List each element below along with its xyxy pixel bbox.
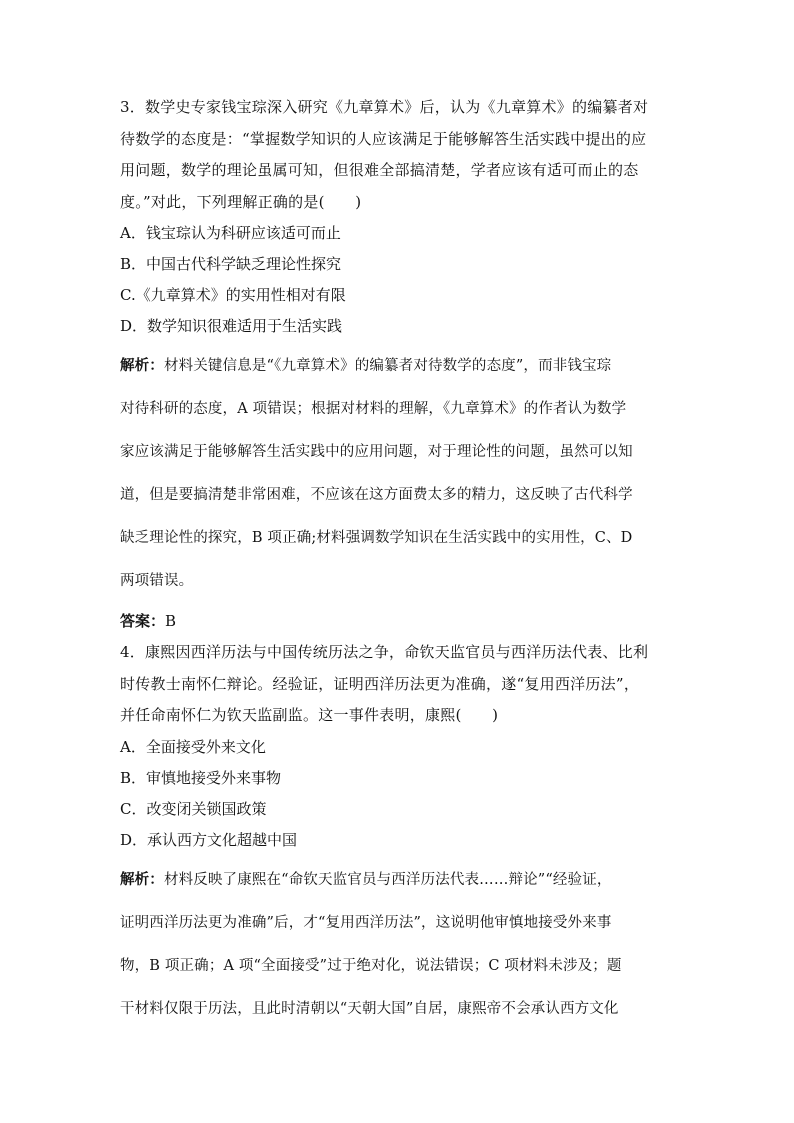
question-4	[120, 637, 676, 1031]
question-3-option-d: D．数学知识很难适用于生活实践	[120, 317, 343, 335]
question-3-analysis-line: 对待科研的态度，A 项错误；根据对材料的理解，《九章算术》的作者认为数学	[120, 401, 627, 417]
question-4-option-c: C．改变闭关锁国政策	[120, 799, 267, 818]
question-4-option-b: B．审慎地接受外来事物	[120, 768, 282, 787]
question-4-analysis-line: 物，B 项正确；A 项“全面接受”过于绝对化，说法错误；C 项材料未涉及；题	[120, 957, 622, 974]
question-3-analysis-line: 家应该满足于能够解答生活实践中的应用问题，对于理论性的问题，虽然可以知	[120, 444, 633, 460]
question-3-stem-line: 待数学的态度是：“掌握数学知识的人应该满足于能够解答生活实践中提出的应	[120, 129, 647, 148]
question-3-stem-line: 用问题，数学的理论虽属可知，但很难全部搞清楚，学者应该有适可而止的态	[120, 161, 639, 179]
question-4-analysis-text: 材料反映了康熙在“命钦天监官员与西洋历法代表……辩论”“经验证，	[163, 871, 612, 888]
question-3-analysis-line: 两项错误。	[120, 573, 194, 589]
question-4-analysis-line: 干材料仅限于历法，且此时清朝以“天朝大国”自居，康熙帝不会承认西方文化	[120, 1000, 619, 1017]
question-3-analysis-line: 道，但是要搞清楚非常困难，不应该在这方面费太多的精力，这反映了古代科学	[120, 487, 633, 503]
question-3-option-c: C.《九章算术》的实用性相对有限	[120, 286, 346, 304]
question-3-option-b: B．中国古代科学缺乏理论性探究	[120, 255, 342, 273]
question-3-option-a: A．钱宝琮认为科研应该适可而止	[120, 224, 341, 242]
question-3	[120, 92, 676, 637]
question-4-stem-line: 并任命南怀仁为钦天监副监。这一事件表明，康熙( )	[120, 706, 499, 724]
question-3-analysis-text: 材料关键信息是“《九章算术》的编纂者对待数学的态度”，而非钱宝琮	[163, 358, 612, 374]
question-3-analysis-line: 缺乏理论性的探究，B 项正确;材料强调数学知识在生活实践中的实用性，C、D	[120, 530, 633, 546]
question-3-stem-line: 3．数学史专家钱宝琮深入研究《九章算术》后，认为《九章算术》的编纂者对	[120, 98, 649, 116]
question-3-stem-line: 度。”对此，下列理解正确的是( )	[120, 192, 362, 211]
question-4-option-a: A．全面接受外来文化	[120, 737, 266, 756]
question-4-analysis-line: 证明西洋历法更为准确”后，才“复用西洋历法”，这说明他审慎地接受外来事	[120, 914, 612, 931]
question-3-answer-value: B	[165, 612, 177, 630]
question-3-answer-label: 答案：	[120, 612, 166, 630]
question-4-option-d: D．承认西方文化超越中国	[120, 830, 298, 849]
question-4-stem-line: 时传教士南怀仁辩论。经验证，证明西洋历法更为准确，遂“复用西洋历法”，	[120, 674, 640, 693]
question-3-analysis-line	[120, 344, 676, 388]
question-4-analysis-line	[120, 858, 676, 902]
question-3-answer	[120, 606, 676, 637]
question-3-analysis-label: 解析：	[120, 357, 164, 374]
document-page	[120, 92, 676, 1031]
question-4-stem-line: 4．康熙因西洋历法与中国传统历法之争，命钦天监官员与西洋历法代表、比利	[120, 643, 649, 661]
question-4-analysis-label: 解析：	[120, 870, 164, 888]
